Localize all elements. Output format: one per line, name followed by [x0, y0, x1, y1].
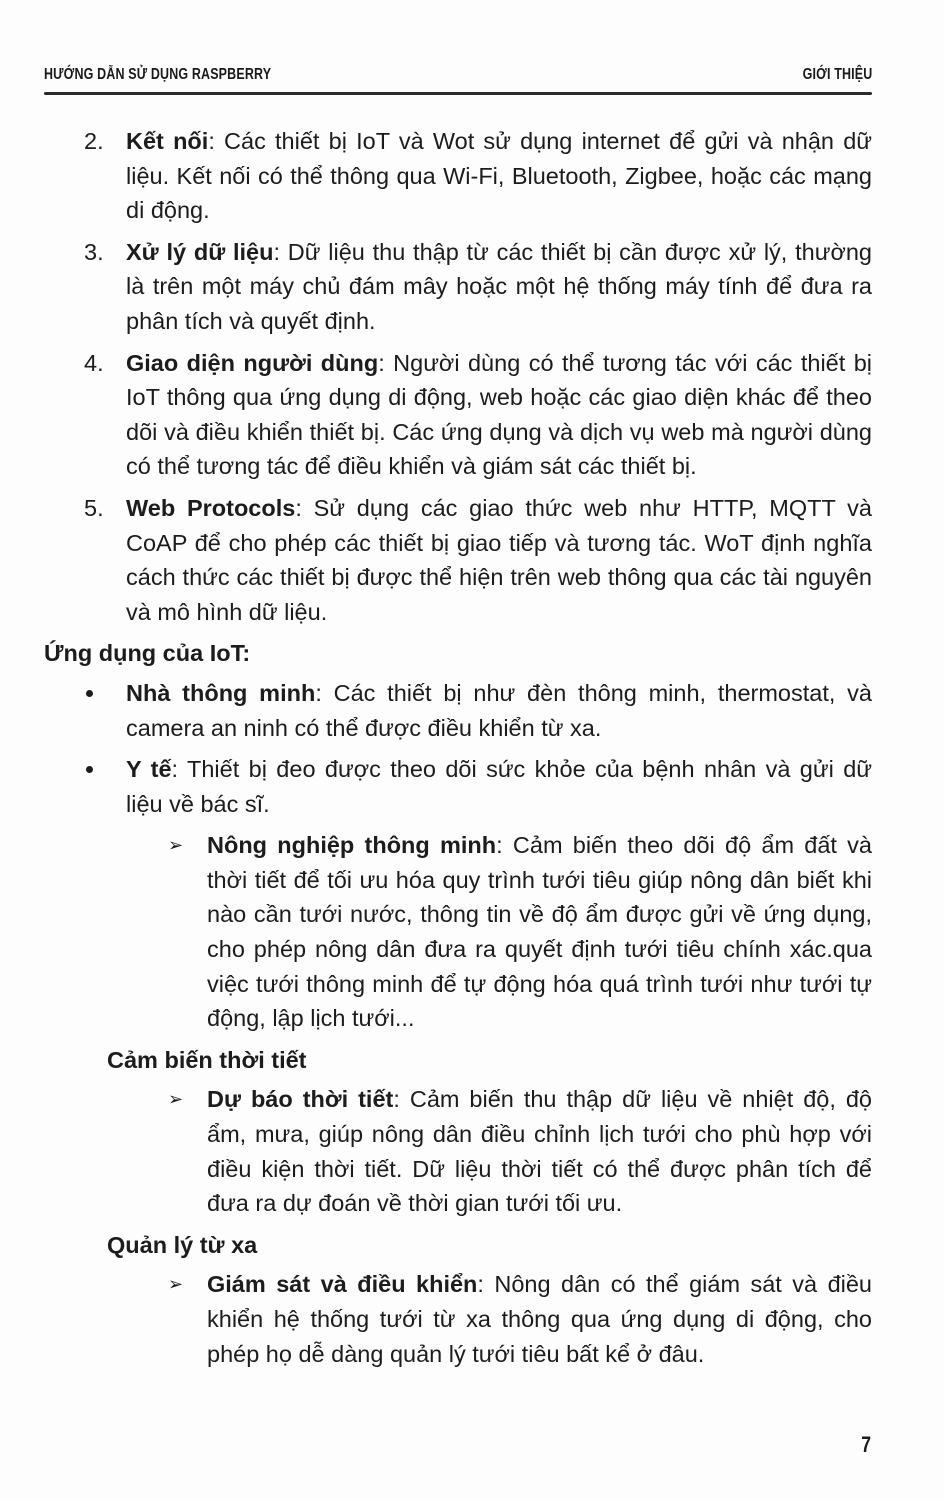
item-term: Giám sát và điều khiển — [207, 1271, 478, 1298]
sub-heading-remote-management: Quản lý từ xa — [107, 1231, 258, 1258]
item-text: : Các thiết bị như đèn thông minh, thermostat, và camera an ninh có thể được điều khiển từ xa. — [126, 679, 872, 741]
item-text: : Các thiết bị IoT và Wot sử dụng internet để gửi và nhận dữ liệu. Kết nối có thể thông qua Wi-Fi, Bluetooth, Zigbee, hoặc các mạng di động. — [126, 128, 873, 224]
arrow-item-smart-agriculture — [44, 828, 872, 1036]
item-term: Web Protocols — [126, 494, 296, 521]
numbered-item-user-interface — [44, 346, 872, 484]
arrow-bullet-icon: ➢ — [168, 1274, 184, 1295]
running-header — [44, 66, 872, 96]
item-number: 4. — [84, 349, 104, 376]
section-heading-iot-applications: Ứng dụng của IoT: — [44, 640, 251, 667]
item-number: 3. — [84, 238, 104, 265]
item-number: 5. — [84, 494, 104, 521]
bullet-item-healthcare — [44, 752, 872, 821]
item-term: Nhà thông minh — [126, 679, 316, 706]
arrow-bullet-icon: ➢ — [168, 1089, 184, 1110]
numbered-item-connectivity — [44, 124, 872, 228]
item-number: 2. — [84, 128, 104, 154]
sub-heading-weather-sensor: Cảm biến thời tiết — [107, 1046, 307, 1073]
arrow-item-weather-forecast — [44, 1082, 872, 1220]
item-term: Giao diện người dùng — [126, 349, 379, 376]
item-text: : Nông dân có thể giám sát và điều khiển hệ thống tưới từ xa thông qua ứng dụng di động, cho phép họ dễ dàng quản lý tưới tiêu bất kể ở đâu. — [207, 1271, 873, 1367]
numbered-item-data-processing — [44, 235, 872, 339]
item-term: Xử lý dữ liệu — [126, 238, 274, 265]
page-body — [44, 124, 872, 1378]
header-rule — [44, 92, 872, 95]
arrow-bullet-icon: ➢ — [168, 835, 184, 856]
item-text: : Người dùng có thể tương tác với các thiết bị IoT thông qua ứng dụng di động, web hoặc các giao diện khác để theo dõi và điều khiển thiết bị. Các ứng dụng và dịch vụ web mà người dùng có thể tương tác để điều khiển và giám sát các thiết bị. — [126, 349, 872, 480]
bullet-icon — [86, 766, 93, 773]
item-term: Nông nghiệp thông minh — [207, 832, 497, 859]
item-text: : Dữ liệu thu thập từ các thiết bị cần được xử lý, thường là trên một máy chủ đám mây hoặc một hệ thống máy tính để đưa ra phân tích và quyết định. — [126, 238, 872, 334]
item-term: Kết nối — [126, 128, 209, 154]
item-text: : Cảm biến theo dõi độ ẩm đất và thời tiết để tối ưu hóa quy trình tưới tiêu giúp nông dân biết khi nào cần tưới nước, thông tin về độ ẩm được gửi về ứng dụng, cho phép nông dân đưa ra quyết định tưới tiêu chính xác.qua việc tưới thông minh để tự động hóa quá trình tưới như tưới tự động, lập lịch tưới... — [207, 832, 872, 1032]
item-text: : Cảm biến thu thập dữ liệu về nhiệt độ, độ ẩm, mưa, giúp nông dân điều chỉnh lịch tưới cho phù hợp với điều kiện thời tiết. Dữ liệu thời tiết có thể được phân tích để đưa ra dự đoán về thời gian tưới tối ưu. — [207, 1086, 872, 1217]
numbered-item-web-protocols — [44, 491, 872, 629]
item-text: : Sử dụng các giao thức web như HTTP, MQTT và CoAP để cho phép các thiết bị giao tiếp và tương tác. WoT định nghĩa cách thức các thiết bị được thể hiện trên web thông qua các tài nguyên và mô hình dữ liệu. — [126, 494, 872, 625]
page-number: 7 — [861, 1432, 872, 1457]
chapter-title: GIỚI THIỆU — [802, 66, 872, 83]
item-term: Y tế — [126, 756, 172, 783]
bullet-icon — [86, 690, 93, 697]
item-term: Dự báo thời tiết — [207, 1086, 394, 1113]
arrow-item-monitoring-control — [44, 1267, 872, 1371]
book-title: HƯỚNG DẪN SỬ DỤNG RASPBERRY — [44, 66, 272, 83]
item-text: : Thiết bị đeo được theo dõi sức khỏe của bệnh nhân và gửi dữ liệu về bác sĩ. — [126, 756, 872, 817]
bullet-item-smart-home — [44, 676, 872, 745]
